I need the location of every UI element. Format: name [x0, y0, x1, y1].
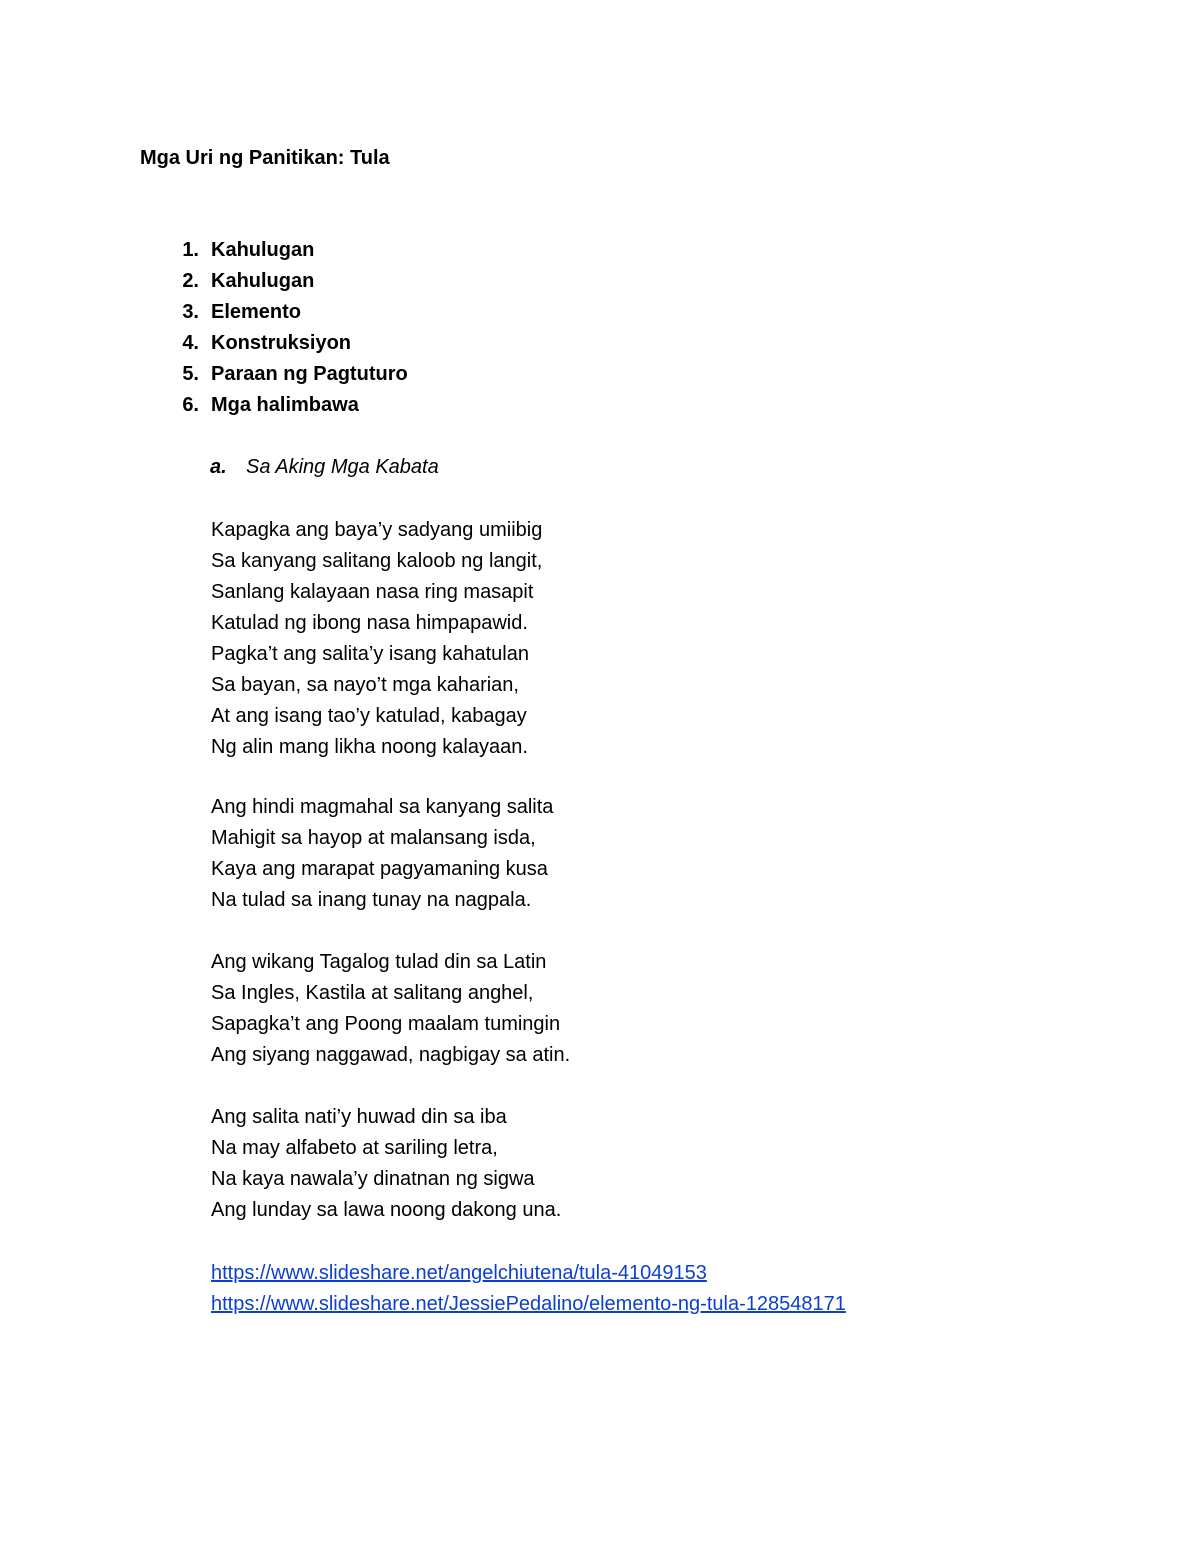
- poem-line: Kaya ang marapat pagyamaning kusa: [211, 858, 548, 880]
- outline-label: Kahulugan: [211, 239, 315, 261]
- outline-label: Konstruksiyon: [211, 332, 352, 354]
- reference-link[interactable]: https://www.slideshare.net/JessiePedalino/elemento-ng-tula-128548171: [211, 1293, 846, 1315]
- outline-item: [140, 297, 408, 328]
- poem-line: Ang salita nati’y huwad din sa iba: [211, 1106, 507, 1128]
- poem-line: Ang hindi magmahal sa kanyang salita: [211, 796, 554, 818]
- poem-line: Ang wikang Tagalog tulad din sa Latin: [211, 951, 547, 973]
- poem-stanza-4: [211, 1102, 561, 1226]
- outline-number: 4.: [182, 332, 199, 354]
- poem-line: Sa Ingles, Kastila at salitang anghel,: [211, 982, 534, 1004]
- outline-number: 5.: [182, 363, 199, 385]
- poem-stanza-3: [211, 947, 570, 1071]
- outline-item: [140, 235, 408, 266]
- poem-line: Na tulad sa inang tunay na nagpala.: [211, 889, 532, 911]
- poem-line: Ng alin mang likha noong kalayaan.: [211, 736, 528, 758]
- poem-line: Katulad ng ibong nasa himpapawid.: [211, 612, 528, 634]
- poem-line: At ang isang tao’y katulad, kabagay: [211, 705, 527, 727]
- poem-line: Sanlang kalayaan nasa ring masapit: [211, 581, 534, 603]
- outline-label: Elemento: [211, 301, 302, 323]
- poem-line: Sa bayan, sa nayo’t mga kaharian,: [211, 674, 519, 696]
- poem-line: Sapagka’t ang Poong maalam tumingin: [211, 1013, 561, 1035]
- document-title: Mga Uri ng Panitikan: Tula: [140, 147, 390, 169]
- poem-line: Sa kanyang salitang kaloob ng langit,: [211, 550, 543, 572]
- topic-outline: [140, 235, 408, 421]
- outline-number: 3.: [182, 301, 199, 323]
- outline-label: Kahulugan: [211, 270, 315, 292]
- poem-line: Pagka’t ang salita’y isang kahatulan: [211, 643, 529, 665]
- poem-line: Mahigit sa hayop at malansang isda,: [211, 827, 536, 849]
- poem-line: Kapagka ang baya’y sadyang umiibig: [211, 519, 543, 541]
- example-title: Sa Aking Mga Kabata: [246, 456, 439, 478]
- reference-link[interactable]: https://www.slideshare.net/angelchiutena/tula-41049153: [211, 1262, 707, 1284]
- poem-line: Na may alfabeto at sariling letra,: [211, 1137, 498, 1159]
- poem-stanza-1: [211, 515, 542, 763]
- outline-item: [140, 390, 408, 421]
- reference-links: [211, 1258, 846, 1320]
- outline-number: 2.: [182, 270, 199, 292]
- outline-label: Paraan ng Pagtuturo: [211, 363, 408, 385]
- outline-item: [140, 359, 408, 390]
- poem-line: Ang siyang naggawad, nagbigay sa atin.: [211, 1044, 571, 1066]
- example-letter: a.: [210, 456, 227, 478]
- poem-stanza-2: [211, 792, 553, 916]
- outline-item: [140, 328, 408, 359]
- outline-label: Mga halimbawa: [211, 394, 359, 416]
- outline-number: 6.: [182, 394, 199, 416]
- poem-line: Na kaya nawala’y dinatnan ng sigwa: [211, 1168, 535, 1190]
- outline-number: 1.: [182, 239, 199, 261]
- poem-line: Ang lunday sa lawa noong dakong una.: [211, 1199, 562, 1221]
- example-heading: [210, 453, 439, 481]
- outline-item: [140, 266, 408, 297]
